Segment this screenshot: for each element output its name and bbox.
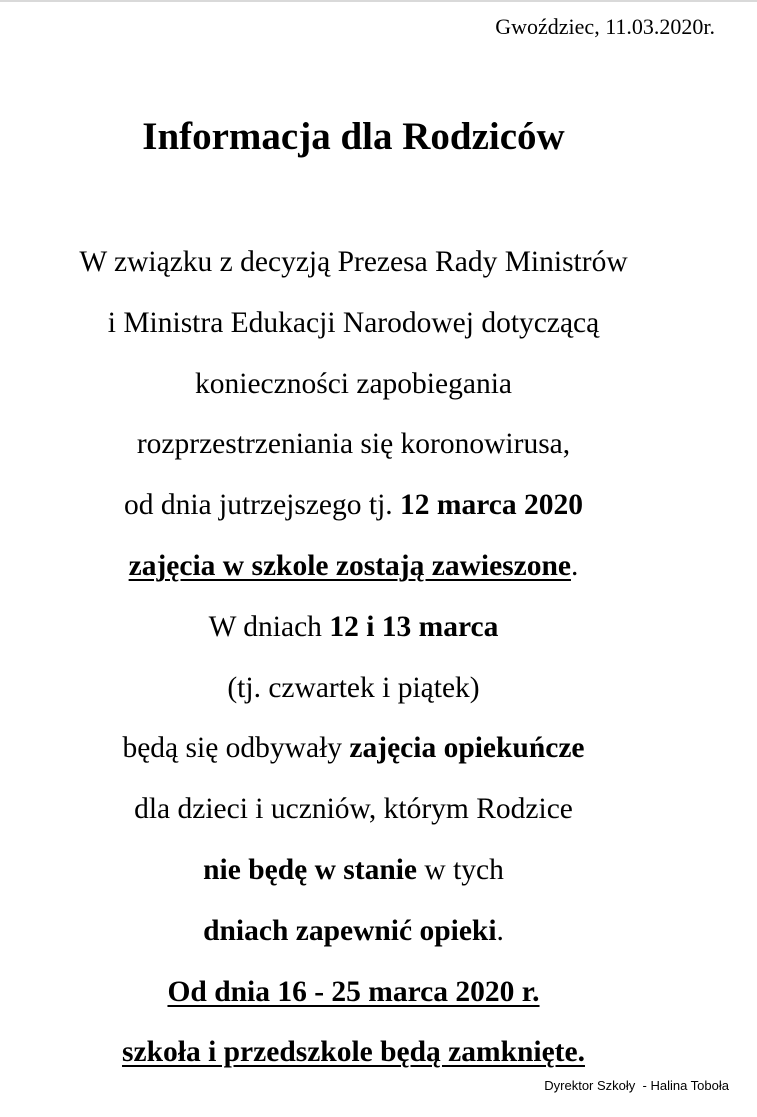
body-line-3: konieczności zapobiegania (195, 367, 512, 400)
body-line-7 (0, 597, 707, 658)
body-line-9-text: będą się odbywały (122, 732, 350, 765)
body-line-9 (0, 718, 707, 779)
body-line-14 (0, 1022, 707, 1083)
care-activities: zajęcia opiekuńcze (349, 732, 585, 765)
body-line-5 (0, 475, 707, 536)
body-line-1: W związku z decyzją Prezesa Rady Ministrów (79, 246, 628, 278)
provide-care-phrase: dniach zapewnić opieki (203, 914, 497, 947)
unable-phrase: nie będę w stanie (203, 853, 418, 886)
body-line-12-period: . (496, 914, 504, 947)
body-line-5-text: od dnia jutrzejszego tj. (123, 489, 401, 522)
suspension-date: 12 marca 2020 (400, 489, 584, 522)
place-date: Gwoździec, 11.03.2020r. (495, 14, 715, 39)
signature: Dyrektor Szkoły - Halina Toboła (544, 1078, 729, 1093)
page-top-border (0, 0, 757, 2)
body-line-6 (0, 536, 707, 597)
suspension-notice: zajęcia w szkole zostają zawieszone (128, 549, 571, 582)
closure-notice: szkoła i przedszkole będą zamknięte. (122, 1036, 585, 1069)
care-days: 12 i 13 marca (329, 610, 499, 643)
body-line-7-text: W dniach (208, 610, 330, 643)
closure-dates: Od dnia 16 - 25 marca 2020 r. (167, 975, 540, 1008)
body-line-6-period: . (570, 549, 579, 582)
body-line-12 (0, 901, 707, 962)
body-line-10: dla dzieci i uczniów, którym Rodzice (134, 793, 573, 826)
body-line-11 (0, 840, 707, 901)
body-line-11-text: w tych (417, 853, 504, 886)
page-title: Informacja dla Rodziców (142, 115, 565, 158)
body-line-4: rozprzestrzeniania się koronowirusa, (136, 428, 571, 461)
body-line-8: (tj. czwartek i piątek) (227, 671, 480, 704)
body-line-13 (0, 962, 707, 1023)
body-line-2: i Ministra Edukacji Narodowej dotyczącą (107, 306, 600, 339)
announcement-body (0, 232, 707, 1083)
